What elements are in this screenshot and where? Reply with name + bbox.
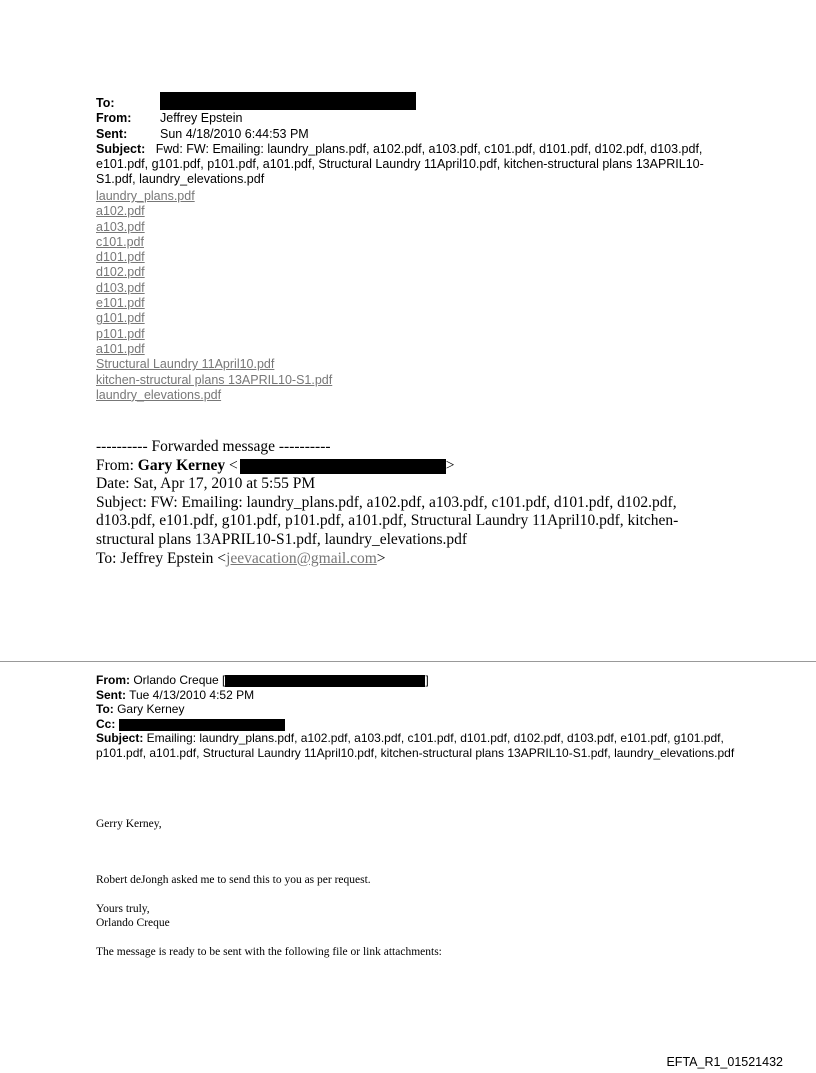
forward-from-open: < <box>225 456 238 474</box>
body-signature: Orlando Creque <box>96 917 170 929</box>
attachment-link[interactable]: d103.pdf <box>96 280 145 295</box>
original-to-row <box>96 702 736 717</box>
forward-from-prefix: From: <box>96 456 138 474</box>
original-sent-label: Sent: <box>96 687 126 702</box>
attachment-list <box>96 189 332 403</box>
attachment-link[interactable]: d101.pdf <box>96 250 145 265</box>
subject-row <box>96 142 716 188</box>
original-subject-label: Subject: <box>96 731 144 746</box>
original-subject-value: Emailing: laundry_plans.pdf, a102.pdf, a103.pdf, c101.pdf, d101.pdf, d102.pdf, d103.pdf, e101.pdf, g101.pdf, p101.pdf, a101.pdf, Structural Laundry 11April10.pdf, kitchen-structural plans 13APRIL10-S1.pdf, laundry_elevations.pdf <box>96 731 735 760</box>
sent-value: Sun 4/18/2010 6:44:53 PM <box>160 126 309 141</box>
attachment-link[interactable]: Structural Laundry 11April10.pdf <box>96 357 275 372</box>
attachment-link[interactable]: g101.pdf <box>96 311 145 326</box>
attachment-link[interactable]: kitchen-structural plans 13APRIL10-S1.pdf <box>96 372 333 387</box>
original-from-row <box>96 673 736 688</box>
sent-label: Sent: <box>96 126 128 141</box>
to-row <box>96 96 716 111</box>
forward-to-email-link[interactable]: jeevacation@gmail.com <box>226 549 377 567</box>
body-line: Robert deJongh asked me to send this to you as per request. <box>96 874 371 886</box>
document-id: EFTA_R1_01521432 <box>666 1055 783 1069</box>
from-label: From: <box>96 111 132 126</box>
original-cc-label: Cc: <box>96 716 116 731</box>
original-sent-value: Tue 4/13/2010 4:52 PM <box>126 687 255 702</box>
forward-to-suffix: > <box>376 549 386 567</box>
forward-from-close: > <box>445 456 455 474</box>
attachment-link[interactable]: c101.pdf <box>96 234 144 249</box>
original-from-close: ] <box>425 673 429 687</box>
attachment-link[interactable]: p101.pdf <box>96 326 145 341</box>
attachment-link[interactable]: laundry_elevations.pdf <box>96 387 222 402</box>
original-sent-row <box>96 688 736 703</box>
forward-date: Date: Sat, Apr 17, 2010 at 5:55 PM <box>96 475 316 493</box>
divider <box>0 661 816 662</box>
original-from-value: Orlando Creque [ <box>130 673 226 687</box>
attachment-link[interactable]: a101.pdf <box>96 341 145 356</box>
forwarded-message <box>96 438 716 568</box>
original-subject-row <box>96 731 736 760</box>
forward-subject: Subject: FW: Emailing: laundry_plans.pdf, a102.pdf, a103.pdf, c101.pdf, d101.pdf, d102.pdf, d103.pdf, e101.pdf, g101.pdf, p101.pdf, a101.pdf, Structural Laundry 11April10.pdf, kitchen-structural plans 13APRIL10-S1.pdf, laundry_elevations.pdf <box>96 493 679 548</box>
original-email-header <box>96 673 736 761</box>
forward-to-row <box>96 550 716 569</box>
from-value: Jeffrey Epstein <box>160 111 243 126</box>
subject-label: Subject: <box>96 141 146 156</box>
forward-to-prefix: To: Jeffrey Epstein < <box>96 549 227 567</box>
attachment-link[interactable]: a103.pdf <box>96 219 145 234</box>
email-header <box>96 96 716 188</box>
from-row <box>96 111 716 126</box>
body-greeting: Gerry Kerney, <box>96 818 162 830</box>
original-to-value: Gary Kerney <box>113 702 185 717</box>
attachment-link[interactable]: laundry_plans.pdf <box>96 189 195 203</box>
redaction-box <box>240 459 446 474</box>
redaction-box <box>119 719 285 731</box>
attachment-link[interactable]: d102.pdf <box>96 265 145 280</box>
subject-value: Fwd: FW: Emailing: laundry_plans.pdf, a102.pdf, a103.pdf, c101.pdf, d101.pdf, d102.pdf, d103.pdf, e101.pdf, g101.pdf, p101.pdf, a101.pdf, Structural Laundry 11April10.pdf, kitchen-structural plans 13APRIL10-S1.pdf, laundry_elevations.pdf <box>96 141 704 187</box>
attachment-link[interactable]: e101.pdf <box>96 296 145 311</box>
redaction-box <box>225 675 425 687</box>
body-attachments-note: The message is ready to be sent with the following file or link attachments: <box>96 946 442 958</box>
sent-row <box>96 127 716 142</box>
to-value-redacted <box>160 92 416 110</box>
to-label: To: <box>96 96 115 110</box>
forward-from-row <box>96 457 716 476</box>
original-cc-row <box>96 717 736 732</box>
original-from-label: From: <box>96 673 130 687</box>
original-to-label: To: <box>96 702 114 717</box>
attachment-link[interactable]: a102.pdf <box>96 204 145 219</box>
forward-separator: ---------- Forwarded message ---------- <box>96 438 331 455</box>
forward-from-name: Gary Kerney <box>137 456 226 474</box>
body-closing: Yours truly, <box>96 903 150 915</box>
redaction-box <box>160 92 416 110</box>
